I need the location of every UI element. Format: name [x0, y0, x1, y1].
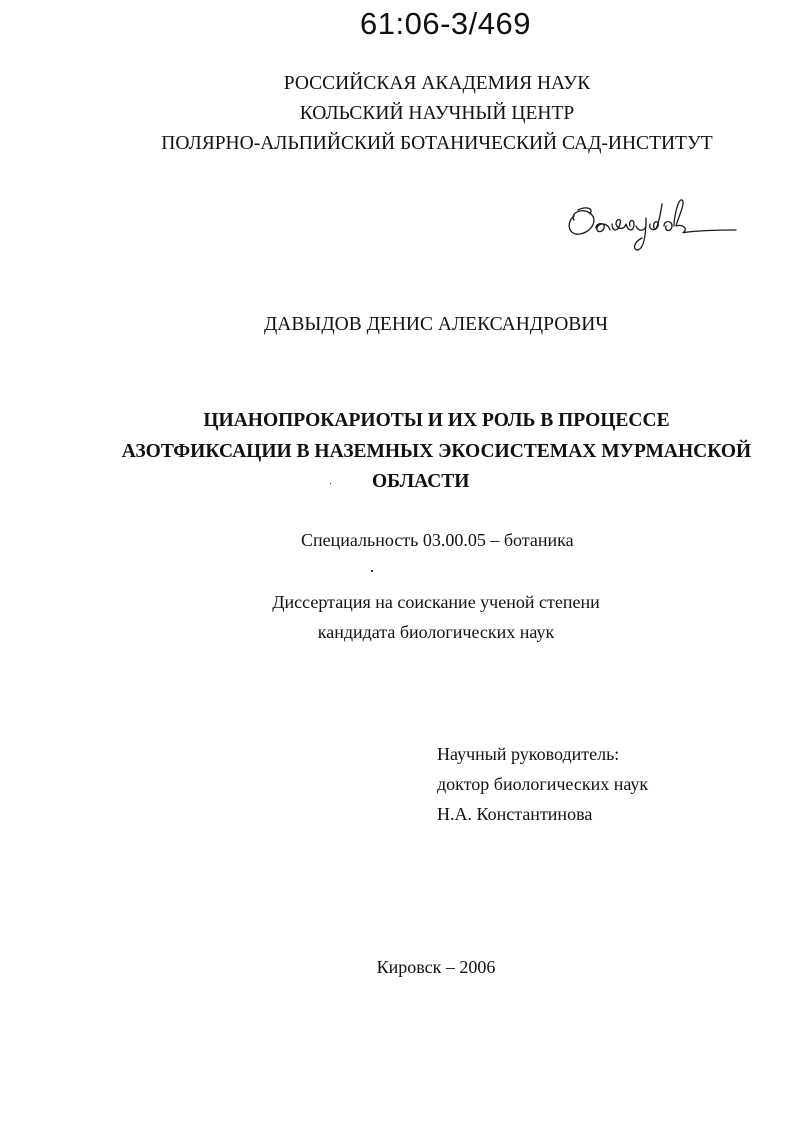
dissertation-line-1: Диссертация на соискание ученой степени [272, 592, 600, 612]
city-year: Кировск – 2006 [376, 957, 496, 977]
title-line-2: АЗОТФИКСАЦИИ В НАЗЕМНЫХ ЭКОСИСТЕМАХ МУРМАНСКОЙ [121, 441, 752, 462]
author-name: ДАВЫДОВ ДЕНИС АЛЕКСАНДРОВИЧ [263, 314, 609, 335]
handwritten-signature [560, 188, 740, 258]
scan-speck [330, 483, 331, 484]
organization-academy: РОССИЙСКАЯ АКАДЕМИЯ НАУК [283, 73, 591, 94]
specialty: Специальность 03.00.05 – ботаника [301, 530, 574, 550]
title-line-3: ОБЛАСТИ [372, 471, 470, 492]
supervisor-name: Н.А. Константинова [437, 804, 593, 824]
supervisor-degree: доктор биологических наук [437, 774, 649, 794]
scan-speck [371, 570, 373, 572]
organization-institute: ПОЛЯРНО-АЛЬПИЙСКИЙ БОТАНИЧЕСКИЙ САД-ИНСТИТУТ [161, 133, 713, 154]
catalog-code: 61:06-3/469 [360, 6, 531, 41]
supervisor-label: Научный руководитель: [437, 744, 620, 764]
dissertation-line-2: кандидата биологических наук [317, 622, 555, 642]
title-line-1: ЦИАНОПРОКАРИОТЫ И ИХ РОЛЬ В ПРОЦЕССЕ [203, 410, 670, 431]
organization-center: КОЛЬСКИЙ НАУЧНЫЙ ЦЕНТР [299, 103, 575, 124]
